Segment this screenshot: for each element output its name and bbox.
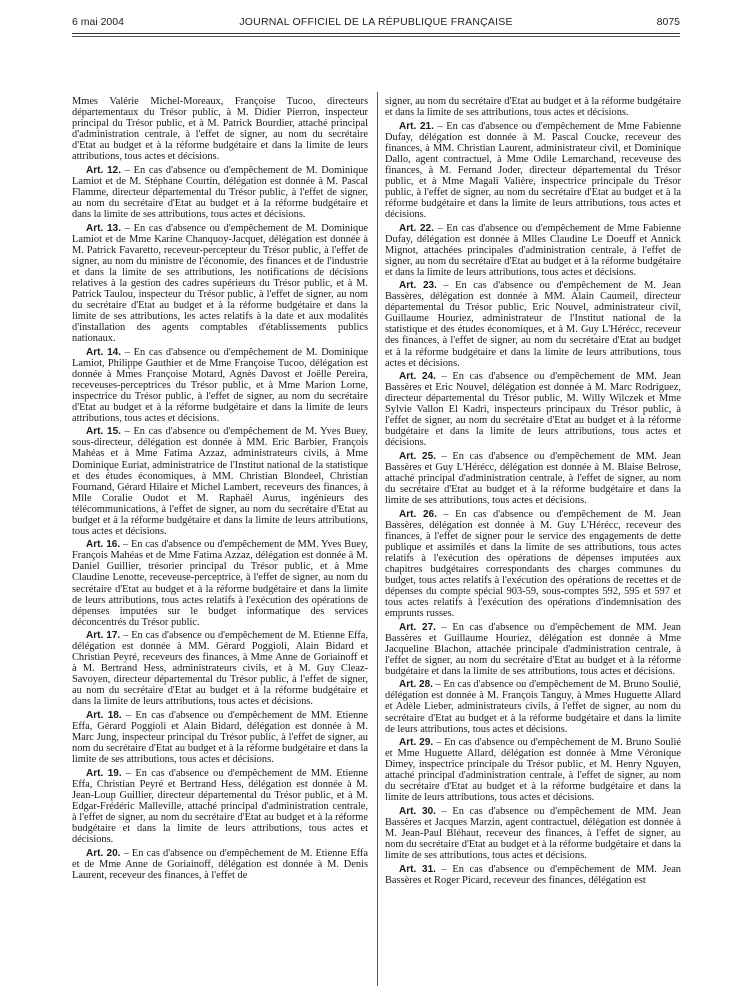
article-paragraph xyxy=(385,864,681,886)
article-text: – En cas d'absence ou d'empêchement de M. Etienne Effa, délégation est donnée à MM. Gérard Poggioli, Alain Bidard et Christian Peyré, receveurs des finances, à Mme Anne de Goriainoff et à M. Bertrand Hess, administrateurs civils, et à M. Guy Cleaz-Savoyen, directeur départemental du Trésor public, à l'effet de signer, au nom du secrétaire d'Etat au budget et à la réforme budgétaire et dans la limite de leurs attributions, tous actes et décisions. xyxy=(72,630,368,708)
article-number: Art. 15. xyxy=(86,426,121,438)
article-number: Art. 17. xyxy=(86,630,121,642)
article-paragraph xyxy=(385,451,681,506)
article-paragraph xyxy=(385,737,681,803)
article-paragraph xyxy=(72,426,368,536)
continued-paragraph xyxy=(72,96,368,162)
header-date: 6 mai 2004 xyxy=(72,16,124,28)
article-number: Art. 12. xyxy=(86,164,122,176)
article-number: Art. 31. xyxy=(399,863,436,875)
article-number: Art. 30. xyxy=(399,805,436,817)
article-text: – En cas d'absence ou d'empêchement de M. Dominique Lamiot et de Mme Karine Chanquoy-Jacquet, délégation est donnée à M. Patrick Favaretto, receveur-percepteur du Trésor public, à l'effet de signer, au nom du ministre de l'économie, des finances et de l'industrie et dans la limite de ses attributions, les notifications de décisions relatives à la gestion des cadres supérieurs du Trésor public, et à M. Patrick Taulou, inspecteur du Trésor public, à l'effet de signer, au nom du secrétaire d'Etat au budget et à la réforme budgétaire et dans la limite de ses attributions, les actes relatifs à la date et aux modalités d'installation des agents comptables d'établissements publics nationaux. xyxy=(72,222,368,344)
article-paragraph xyxy=(385,509,681,619)
article-number: Art. 25. xyxy=(399,450,436,462)
header-page-number: 8075 xyxy=(656,16,680,28)
article-number: Art. 29. xyxy=(399,737,434,749)
article-paragraph xyxy=(72,710,368,765)
article-text: – En cas d'absence ou d'empêchement de MM. Jean Bassères et Jacques Marzin, agent contractuel, délégation est donnée à M. Jean-Paul Bléhaut, receveur des finances, à l'effet de signer, au nom du secrétaire d'Etat au budget et à la réforme budgétaire et dans la limite de ses attributions, tous actes et décisions. xyxy=(385,805,681,862)
article-paragraph xyxy=(385,280,681,368)
article-paragraph xyxy=(72,223,368,345)
article-number: Art. 23. xyxy=(399,280,437,292)
article-text: – En cas d'absence ou d'empêchement de M. Yves Buey, sous-directeur, délégation est donnée à MM. Eric Barbier, François Mahéas et à Mme Fatima Azzaz, administrateurs civils, à Mme Dominique Euriat, administratrice de l'Institut national de la statistique et des études économiques, à MM. Christian Blondeel, Christian Fournand, Gérard Hilaire et Michel Lambert, receveurs des finances, à Mlle Coralie Oudot et M. Raphaël Aurus, ingénieurs des télécommunications, à l'effet de signer, au nom du secrétaire d'Etat au budget et à la réforme budgétaire et dans la limite de leurs attributions, tous actes et décisions. xyxy=(72,426,369,537)
article-number: Art. 14. xyxy=(86,346,122,358)
article-text: – En cas d'absence ou d'empêchement de MM. Jean Bassères et Guy L'Hérécc, délégation est donnée à M. Blaise Belrose, attaché principal d'administration centrale, à l'effet de signer, au nom du secrétaire d'Etat au budget et à la réforme budgétaire et dans la limite de ses attributions, tous actes et décisions. xyxy=(385,450,681,507)
article-paragraph xyxy=(385,223,681,278)
article-number: Art. 24. xyxy=(399,371,436,383)
article-paragraph xyxy=(72,539,368,627)
article-text: – En cas d'absence ou d'empêchement de MM. Jean Bassères et Eric Nouvel, délégation est donnée à M. Marc Rodriguez, directeur départemental du Trésor public, M. Willy Wilczek et Mme Sylvie Vallon El Kadri, inspecteurs principaux du Trésor public, à l'effet de signer, au nom du secrétaire d'Etat au budget et à la réforme budgétaire et dans la limite de leurs attributions, tous actes et décisions. xyxy=(385,371,681,449)
article-number: Art. 16. xyxy=(86,539,121,551)
article-number: Art. 19. xyxy=(86,767,122,779)
article-number: Art. 26. xyxy=(399,508,437,520)
article-text: – En cas d'absence ou d'empêchement de MM. Jean Bassères et Guillaume Houriez, délégation est donnée à Mme Jacqueline Blachon, attachée principale d'administration centrale, à l'effet de signer, au nom du secrétaire d'Etat au budget et à la réforme budgétaire et dans la limite de ses attributions, tous actes et décisions. xyxy=(385,621,681,677)
article-paragraph xyxy=(385,622,681,677)
article-text: – En cas d'absence ou d'empêchement de M. Jean Bassères, délégation est donnée à M. Guy L'Hérécc, receveur des finances, à l'effet de signer pour le service des engagements de dette publique et assimilés et dans la limite de ses attributions, tous actes relatifs à l'exécution des opérations de dépenses imputées aux chapitres budgétaires correspondants des charges communes du budget, tous actes relatifs à l'exécution des opérations de recettes et de dépenses du compte spécial 903-59, sous-comptes 592, 595 et 597 et tous actes relatifs à l'exécution des opérations d'indemnisation des emprunts russes. xyxy=(385,508,681,620)
article-text: signer, au nom du secrétaire d'Etat au budget et à la réforme budgétaire et dans la limite de ses attributions, tous actes et décisions. xyxy=(385,96,681,119)
article-number: Art. 18. xyxy=(86,710,122,722)
header-title: JOURNAL OFFICIEL DE LA RÉPUBLIQUE FRANÇAISE xyxy=(239,16,513,28)
article-text: – En cas d'absence ou d'empêchement de Mme Fabienne Dufay, délégation est donnée à Mlles Claudine Le Doeuff et Annick Mignot, attachées principales d'administration centrale, à l'effet de signer, au nom du secrétaire d'Etat au budget et à la réforme budgétaire et dans la limite de leurs attributions, tous actes et décisions. xyxy=(385,222,681,278)
article-paragraph xyxy=(72,347,368,424)
article-text: Mmes Valérie Michel-Moreaux, Françoise Tucoo, directeurs départementaux du Trésor public, à M. Didier Pierron, inspecteur principal du Trésor public, et à M. Patrick Bourdier, attaché principal d'administration centrale, à l'effet de signer, au nom du secrétaire d'Etat au budget et à la réforme budgétaire et dans la limite de leurs attributions, tous actes et décisions. xyxy=(72,96,368,163)
article-number: Art. 20. xyxy=(86,847,121,859)
article-text: – En cas d'absence ou d'empêchement de Mme Fabienne Dufay, délégation est donnée à M. Pascal Coucke, receveur des finances, à MM. Christian Laurent, administrateur civil, et Dominique Dallo, agent contractuel, à Mme Odile Lemarchand, receveuse des finances, à M. Fernand Joder, directeur départemental du Trésor public, et à Mme Magali Valière, inspectrice principale du Trésor public, à l'effet de signer, au nom du secrétaire d'Etat au budget et à la réforme budgétaire et dans la limite de leurs attributions, tous actes et décisions. xyxy=(385,120,681,220)
continued-paragraph xyxy=(385,96,681,118)
article-text: – En cas d'absence ou d'empêchement de M. Dominique Lamiot, Philippe Gauthier et de Mme Françoise Tucoo, délégation est donnée à Mmes Françoise Motard, Agnès Davost et Joëlle Pereira, receveuses-perceptrices du Trésor public, et à Mme Marion Lorne, inspectrice du Trésor public, à l'effet de signer, au nom du secrétaire d'Etat au budget et à la réforme budgétaire et dans la limite de leurs attributions, tous actes et décisions. xyxy=(72,346,368,424)
article-number: Art. 22. xyxy=(399,222,434,234)
article-paragraph xyxy=(385,371,681,448)
article-text: – En cas d'absence ou d'empêchement de M. Etienne Effa et de Mme Anne de Goriainoff, délégation est donnée à M. Denis Laurent, receveur des finances, à l'effet de xyxy=(72,847,369,881)
article-text: – En cas d'absence ou d'empêchement de MM. Yves Buey, François Mahéas et de Mme Fatima Azzaz, délégation est donnée à M. Daniel Guillier, trésorier principal du Trésor public, et à Mme Claudine Lenotte, receveuse-perceptrice, à l'effet de signer, au nom du secrétaire d'Etat au budget et à la réforme budgétaire et dans la limite de leurs attributions, tous actes relatifs à l'exécution des opérations de dépenses imputées sur le budget informatique des services déconcentrés du Trésor public. xyxy=(72,539,368,628)
article-number: Art. 28. xyxy=(399,679,433,691)
article-text: – En cas d'absence ou d'empêchement de M. Dominique Lamiot et de M. Stéphane Courtin, délégation est donnée à M. Pascal Flamme, directeur départemental du Trésor public, à l'effet de signer, au nom du secrétaire d'Etat au budget et à la réforme budgétaire et dans la limite de ses attributions, tous actes et décisions. xyxy=(72,164,368,220)
header-rule-thin xyxy=(72,36,680,37)
article-number: Art. 13. xyxy=(86,222,122,234)
article-number: Art. 21. xyxy=(399,120,434,132)
article-paragraph xyxy=(72,848,368,881)
article-text: – En cas d'absence ou d'empêchement de MM. Etienne Effa, Gérard Poggioli et Alain Bidard, délégation est donnée à M. Marc Jung, inspecteur principal du Trésor public, à l'effet de signer, au nom du secrétaire d'Etat au budget et à la réforme budgétaire et dans la limite de ses attributions, tous actes et décisions. xyxy=(72,710,369,766)
right-column xyxy=(385,96,681,888)
article-paragraph xyxy=(385,679,681,734)
article-paragraph xyxy=(385,121,681,220)
article-paragraph xyxy=(72,768,368,845)
header-rule-thick xyxy=(72,33,680,34)
article-text: – En cas d'absence ou d'empêchement de MM. Jean Bassères et Roger Picard, receveur des finances, délégation est xyxy=(385,863,681,886)
article-text: – En cas d'absence ou d'empêchement de MM. Etienne Effa, Christian Peyré et Bertrand Hess, délégation est donnée à M. Jean-Loup Guillier, directeur départemental du Trésor public, et à M. Edgar-Frédéric Malleville, attaché principal d'administration centrale, à l'effet de signer, au nom du secrétaire d'Etat au budget et à la réforme budgétaire et dans la limite de leurs attributions, tous actes et décisions. xyxy=(72,767,369,846)
article-paragraph xyxy=(72,630,368,707)
article-paragraph xyxy=(72,165,368,220)
article-text: – En cas d'absence ou d'empêchement de M. Jean Bassères, délégation est donnée à MM. Alain Caumeil, directeur départemental du Trésor public, Eric Nouvel, administrateur civil, Guillaume Houriez, administrateur de l'Institut national de la statistique et des études économiques, et à M. Guy L'Hérécc, receveur des finances, à l'effet de signer, au nom du secrétaire d'Etat au budget et à la réforme budgétaire et dans la limite de leurs attributions, tous actes et décisions. xyxy=(385,280,681,369)
article-number: Art. 27. xyxy=(399,621,436,633)
page-header xyxy=(72,16,680,32)
left-column xyxy=(72,96,368,883)
article-text: – En cas d'absence ou d'empêchement de M. Bruno Soulié et Mme Huguette Allard, délégation est donnée à Mme Véronique Dimey, inspectrice principale du Trésor public, et M. Henry Nguyen, attaché principal d'administration centrale, à l'effet de signer, au nom du secrétaire d'Etat au budget et à la réforme budgétaire et dans la limite de leurs attributions, tous actes et décisions. xyxy=(385,737,682,804)
article-text: – En cas d'absence ou d'empêchement de M. Bruno Soulié, délégation est donnée à M. François Tanguy, à Mmes Huguette Allard et Adèle Lieber, administrateurs civils, à l'effet de signer, au nom du secrétaire d'Etat au budget et à la réforme budgétaire et dans la limite de leurs attributions, tous actes et décisions. xyxy=(385,679,682,735)
column-divider xyxy=(377,92,378,986)
article-paragraph xyxy=(385,806,681,861)
